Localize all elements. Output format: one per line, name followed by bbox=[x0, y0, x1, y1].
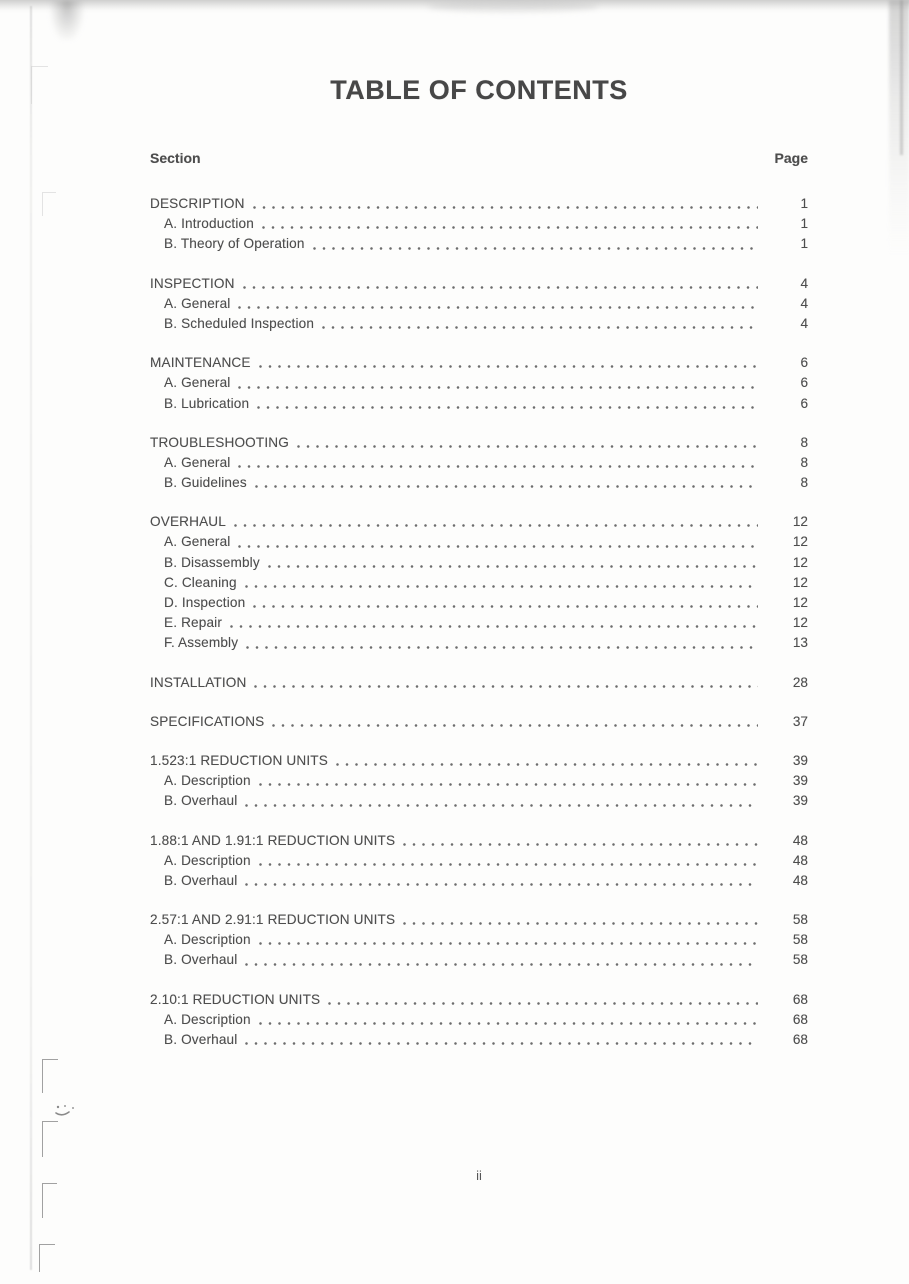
toc-entry-page: 68 bbox=[792, 991, 808, 1007]
scan-artifact-right-streak bbox=[900, 0, 903, 155]
scan-artifact-bracket bbox=[39, 1244, 55, 1272]
toc-entry-page: 39 bbox=[792, 773, 808, 789]
toc-entry-label: 2.57:1 AND 2.91:1 REDUCTION UNITS bbox=[150, 912, 396, 928]
toc-row bbox=[150, 851, 808, 871]
toc-row bbox=[150, 532, 808, 552]
toc-entry-label: B. Lubrication bbox=[164, 395, 250, 411]
toc-entry-page: 48 bbox=[792, 832, 808, 848]
toc-entry-page: 58 bbox=[792, 952, 808, 968]
dot-leader bbox=[242, 1030, 758, 1050]
toc-entry-label: F. Assembly bbox=[164, 635, 239, 651]
toc-entry-label: TROUBLESHOOTING bbox=[150, 434, 289, 450]
page-title: TABLE OF CONTENTS bbox=[330, 75, 628, 105]
dot-leader bbox=[310, 234, 758, 254]
toc-entry-label: E. Repair bbox=[164, 615, 223, 631]
toc-group bbox=[150, 712, 808, 732]
toc-row bbox=[150, 990, 808, 1010]
toc-list bbox=[150, 194, 808, 1050]
toc-row bbox=[150, 314, 808, 334]
toc-entry-label: A. General bbox=[164, 454, 231, 470]
toc-entry-label: C. Cleaning bbox=[164, 574, 237, 590]
toc-entry-page: 4 bbox=[800, 315, 808, 331]
toc-row bbox=[150, 373, 808, 393]
page-number-footer: ii bbox=[476, 1168, 482, 1183]
toc-group bbox=[150, 751, 808, 812]
dot-leader bbox=[242, 791, 758, 811]
toc-entry-label: B. Overhaul bbox=[164, 952, 238, 968]
toc-entry-page: 39 bbox=[792, 793, 808, 809]
toc-entry-page: 4 bbox=[800, 275, 808, 291]
toc-entry-page: 39 bbox=[792, 752, 808, 768]
scan-artifact-bracket bbox=[42, 1183, 57, 1218]
toc-entry-page: 12 bbox=[792, 534, 808, 550]
dot-leader bbox=[231, 512, 758, 532]
dot-leader bbox=[333, 751, 758, 771]
toc-entry-page: 8 bbox=[800, 454, 808, 470]
toc-group bbox=[150, 274, 808, 335]
toc-entry-page: 12 bbox=[792, 514, 808, 530]
dot-leader bbox=[256, 1010, 758, 1030]
toc-group bbox=[150, 673, 808, 693]
dot-leader bbox=[242, 573, 758, 593]
toc-entry-page: 12 bbox=[792, 574, 808, 590]
dot-leader bbox=[269, 712, 758, 732]
scan-artifact-left-line bbox=[30, 6, 32, 1270]
toc-group bbox=[150, 831, 808, 892]
toc-row bbox=[150, 1010, 808, 1030]
scan-artifact-smudge bbox=[50, 0, 84, 40]
toc-entry-page: 6 bbox=[800, 395, 808, 411]
toc-row bbox=[150, 473, 808, 493]
toc-entry-page: 58 bbox=[792, 912, 808, 928]
dot-leader bbox=[325, 990, 758, 1010]
toc-entry-page: 68 bbox=[792, 1011, 808, 1027]
dot-leader bbox=[235, 294, 758, 314]
toc-entry-label: B. Guidelines bbox=[164, 475, 247, 491]
toc-entry-page: 1 bbox=[800, 216, 808, 232]
toc-entry-page: 12 bbox=[792, 554, 808, 570]
toc-entry-page: 1 bbox=[800, 236, 808, 252]
toc-entry-label: 2.10:1 REDUCTION UNITS bbox=[150, 991, 321, 1007]
toc-row bbox=[150, 633, 808, 653]
toc-entry-page: 48 bbox=[792, 852, 808, 868]
toc-entry-page: 12 bbox=[792, 615, 808, 631]
dot-leader bbox=[243, 633, 758, 653]
toc-entry-label: SPECIFICATIONS bbox=[150, 713, 265, 729]
dot-leader bbox=[256, 930, 758, 950]
toc-row bbox=[150, 613, 808, 633]
scan-artifact-bracket bbox=[42, 1121, 58, 1157]
toc-entry-label: D. Inspection bbox=[164, 595, 246, 610]
toc-row bbox=[150, 871, 808, 891]
toc-row bbox=[150, 771, 808, 791]
toc-entry-label: 1.523:1 REDUCTION UNITS bbox=[150, 752, 328, 768]
toc-entry-page: 8 bbox=[800, 434, 808, 450]
scan-artifact-bracket bbox=[42, 192, 56, 216]
toc-row bbox=[150, 274, 808, 294]
dot-leader bbox=[252, 473, 758, 493]
dot-leader bbox=[256, 851, 758, 871]
toc-entry-page: 28 bbox=[792, 674, 808, 690]
dot-leader bbox=[250, 194, 758, 214]
toc-entry-label: B. Overhaul bbox=[164, 872, 238, 888]
toc-entry-label: A. Description bbox=[164, 932, 251, 948]
toc-entry-label: A. Description bbox=[164, 773, 251, 789]
dot-leader bbox=[251, 673, 758, 693]
toc-entry-page: 6 bbox=[800, 375, 808, 391]
toc-row bbox=[150, 512, 808, 532]
toc-entry-label: B. Overhaul bbox=[164, 1032, 238, 1047]
dot-leader bbox=[294, 433, 758, 453]
toc-entry-label: INSPECTION bbox=[150, 275, 235, 291]
dot-leader bbox=[235, 373, 758, 393]
toc-entry-page: 13 bbox=[792, 635, 808, 651]
column-headers bbox=[150, 148, 808, 168]
column-header-section: Section bbox=[150, 150, 201, 166]
toc-row bbox=[150, 353, 808, 373]
toc-entry-label: 1.88:1 AND 1.91:1 REDUCTION UNITS bbox=[150, 832, 396, 848]
toc-entry-label: OVERHAUL bbox=[150, 514, 226, 530]
toc-row bbox=[150, 394, 808, 414]
dot-leader bbox=[400, 831, 758, 851]
toc-row bbox=[150, 433, 808, 453]
scan-artifact-right-shadow bbox=[889, 0, 909, 255]
toc-entry-label: B. Overhaul bbox=[164, 793, 238, 809]
toc-entry-label: B. Theory of Operation bbox=[164, 236, 305, 252]
toc-entry-label: B. Scheduled Inspection bbox=[164, 315, 315, 331]
toc-row bbox=[150, 234, 808, 254]
dot-leader bbox=[254, 394, 758, 414]
dot-leader bbox=[400, 910, 758, 930]
toc-entry-page: 1 bbox=[800, 196, 808, 211]
column-header-page: Page bbox=[774, 150, 808, 166]
toc-group bbox=[150, 512, 808, 653]
toc-row bbox=[150, 553, 808, 573]
toc-group bbox=[150, 194, 808, 255]
toc-group bbox=[150, 990, 808, 1051]
toc-row bbox=[150, 194, 808, 214]
toc-group bbox=[150, 910, 808, 971]
toc-row bbox=[150, 593, 808, 613]
dot-leader bbox=[319, 314, 758, 334]
toc-group bbox=[150, 353, 808, 414]
scan-artifact-smudge bbox=[428, 1, 598, 12]
toc-entry-page: 37 bbox=[792, 713, 808, 729]
toc-entry-label: DESCRIPTION bbox=[150, 196, 245, 211]
toc-content bbox=[150, 76, 808, 1050]
dot-leader bbox=[235, 532, 758, 552]
scan-artifact-pencil-mark bbox=[53, 1103, 79, 1124]
toc-entry-label: A. Description bbox=[164, 852, 251, 868]
toc-entry-label: B. Disassembly bbox=[164, 554, 260, 570]
toc-row bbox=[150, 791, 808, 811]
dot-leader bbox=[242, 871, 758, 891]
toc-row bbox=[150, 1030, 808, 1050]
toc-entry-label: A. General bbox=[164, 534, 231, 550]
dot-leader bbox=[256, 353, 758, 373]
toc-row bbox=[150, 950, 808, 970]
toc-row bbox=[150, 673, 808, 693]
toc-row bbox=[150, 751, 808, 771]
toc-group bbox=[150, 433, 808, 494]
toc-row bbox=[150, 930, 808, 950]
dot-leader bbox=[256, 771, 758, 791]
toc-entry-label: MAINTENANCE bbox=[150, 355, 251, 371]
toc-row bbox=[150, 573, 808, 593]
dot-leader bbox=[235, 453, 758, 473]
scan-artifact-bracket bbox=[31, 66, 48, 104]
dot-leader bbox=[240, 274, 758, 294]
toc-entry-page: 6 bbox=[800, 355, 808, 371]
toc-entry-label: A. General bbox=[164, 295, 231, 311]
toc-row bbox=[150, 831, 808, 851]
toc-entry-page: 8 bbox=[800, 475, 808, 491]
toc-row bbox=[150, 712, 808, 732]
toc-entry-page: 58 bbox=[792, 932, 808, 948]
toc-row bbox=[150, 214, 808, 234]
toc-entry-page: 12 bbox=[792, 595, 808, 610]
dot-leader bbox=[250, 593, 758, 613]
dot-leader bbox=[242, 950, 758, 970]
toc-entry-label: A. General bbox=[164, 375, 231, 391]
dot-leader bbox=[259, 214, 758, 234]
dot-leader bbox=[227, 613, 758, 633]
toc-entry-page: 4 bbox=[800, 295, 808, 311]
toc-row bbox=[150, 453, 808, 473]
toc-entry-page: 68 bbox=[792, 1032, 808, 1047]
dot-leader bbox=[265, 553, 758, 573]
toc-entry-label: INSTALLATION bbox=[150, 674, 247, 690]
toc-row bbox=[150, 294, 808, 314]
scan-artifact-bracket bbox=[42, 1059, 58, 1093]
toc-entry-label: A. Introduction bbox=[164, 216, 254, 232]
toc-entry-label: A. Description bbox=[164, 1011, 251, 1027]
toc-row bbox=[150, 910, 808, 930]
toc-entry-page: 48 bbox=[792, 872, 808, 888]
